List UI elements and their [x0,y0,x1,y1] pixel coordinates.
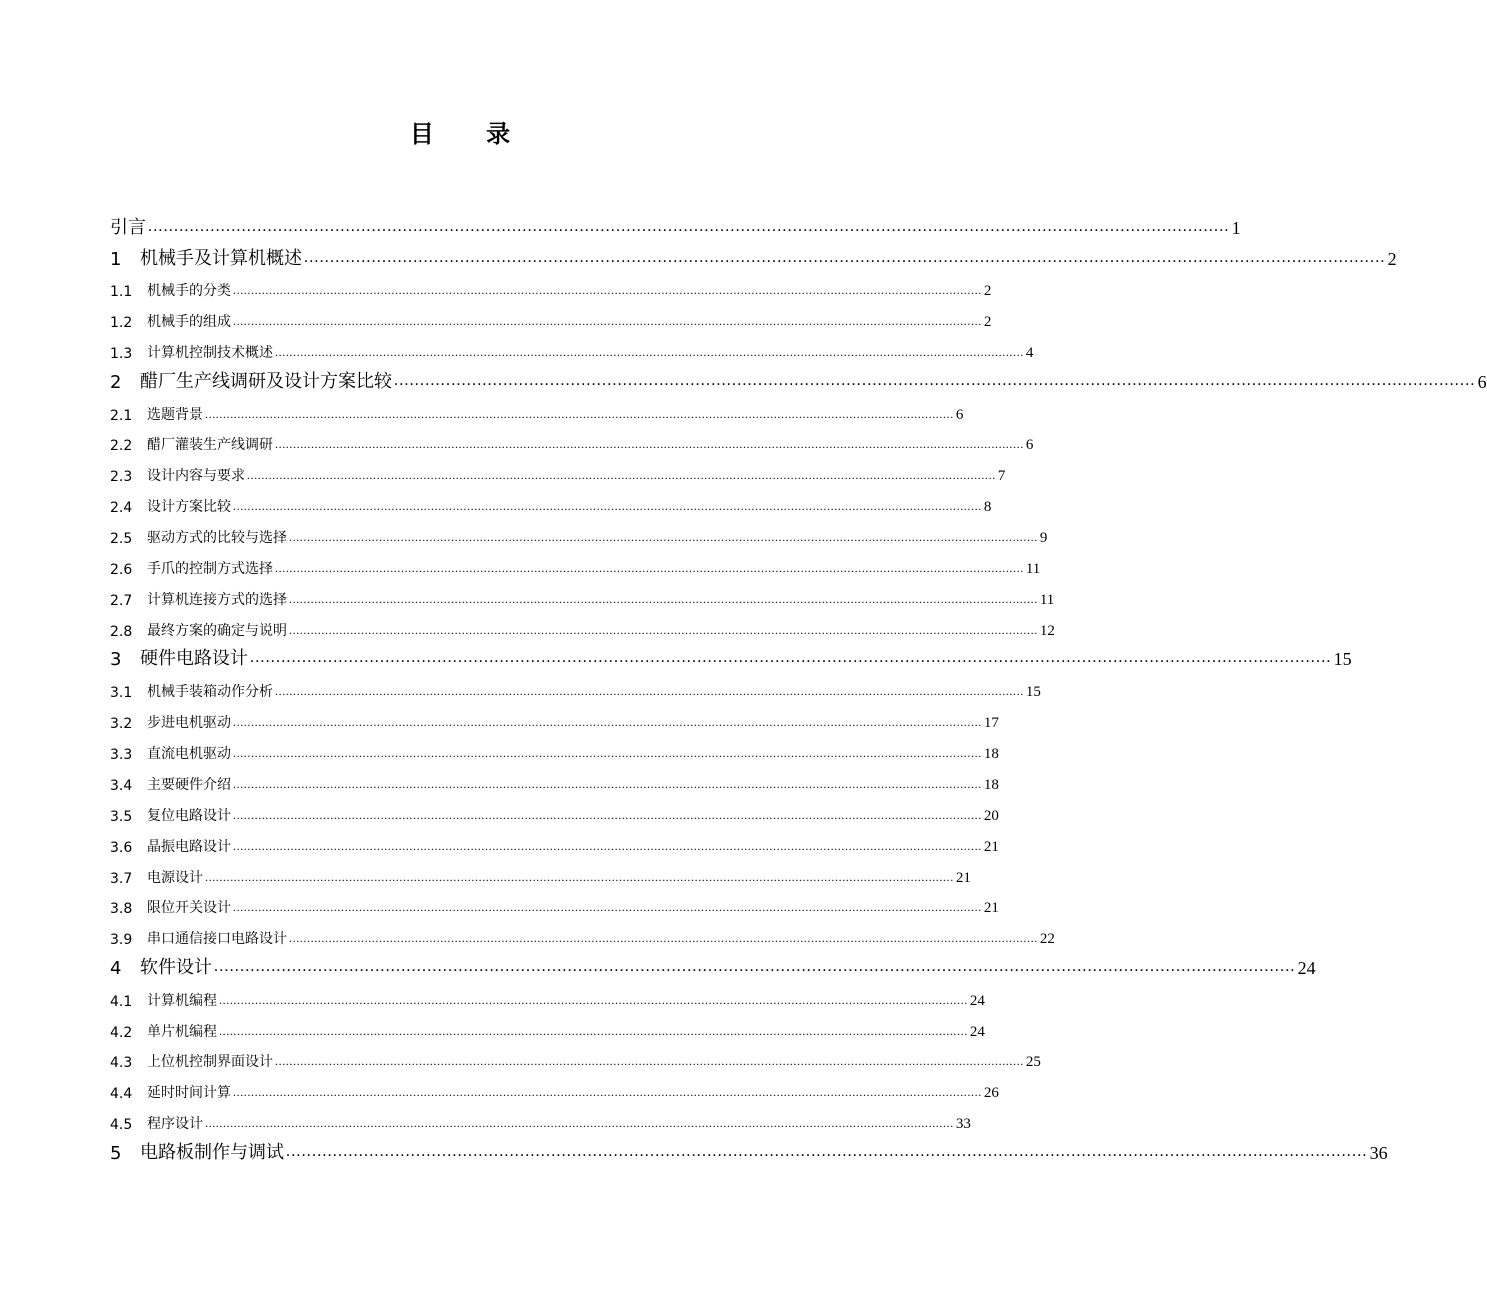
toc-dot-leader: ................................................................................................................................................................................................................ [289,591,1038,606]
toc-page-number: 9 [1039,530,1048,547]
toc-page-number: 1 [1231,218,1241,238]
toc-entry-number: 2.5 [110,531,133,548]
table-of-contents [110,210,1487,1164]
toc-entry-number: 4.5 [110,1117,133,1134]
toc-entry-number: 3.3 [110,746,133,763]
toc-page-number: 26 [983,1085,999,1102]
toc-dot-leader: ................................................................................................................................................................................................................ [233,499,982,514]
toc-dot-leader: ................................................................................................................................................................................................................ [289,530,1038,545]
toc-page-number: 22 [1039,931,1055,948]
toc-entry-title: 复位电路设计 [147,807,231,824]
toc-dot-leader: ................................................................................................................................................................................................................ [304,248,1386,266]
toc-dot-leader: ................................................................................................................................................................................................................ [233,900,982,915]
toc-entry[interactable] [110,578,1055,609]
toc-entry-title: 引言 [110,217,146,238]
toc-dot-leader: ................................................................................................................................................................................................................ [214,957,1296,975]
toc-entry[interactable] [110,331,1034,363]
toc-entry[interactable] [110,270,992,301]
toc-entry-number: 4.4 [110,1086,133,1103]
toc-entry[interactable] [110,917,1055,949]
toc-entry-title: 设计方案比较 [147,499,231,516]
toc-entry-number: 3.1 [110,685,133,702]
toc-entry[interactable] [110,454,1006,486]
toc-entry[interactable] [110,1041,1041,1072]
toc-entry-title: 晶振电路设计 [147,838,231,855]
toc-entry[interactable] [110,609,1055,640]
toc-entry-title: 手爪的控制方式选择 [147,561,273,578]
toc-entry-title: 主要硬件介绍 [147,776,231,793]
toc-dot-leader: ................................................................................................................................................................................................................ [275,684,1024,699]
toc-entry-number: 2.3 [110,469,133,486]
toc-entry[interactable] [110,300,992,332]
toc-entry[interactable] [110,794,999,825]
toc-dot-leader: ................................................................................................................................................................................................................ [233,283,982,298]
toc-entry-title: 选题背景 [147,406,203,423]
toc-dot-leader: ................................................................................................................................................................................................................ [394,371,1476,389]
toc-entry-title: 驱动方式的比较与选择 [147,530,287,547]
toc-dot-leader: ................................................................................................................................................................................................................ [219,992,968,1007]
toc-page-number: 21 [983,900,999,917]
toc-entry-title: 直流电机驱动 [147,745,231,762]
toc-page-number: 8 [983,499,992,516]
toc-entry-title: 步进电机驱动 [147,715,231,732]
toc-entry-title: 机械手的组成 [147,314,231,331]
toc-dot-leader: ................................................................................................................................................................................................................ [205,869,954,884]
toc-page-number: 24 [1297,957,1316,978]
toc-entry[interactable] [110,1102,971,1134]
toc-entry-number: 3.8 [110,901,133,918]
toc-entry-number: 1 [110,248,122,270]
toc-entry-title: 机械手及计算机概述 [140,247,302,269]
toc-entry[interactable] [110,424,1034,455]
toc-entry-number: 3.6 [110,839,133,856]
toc-page-number: 17 [983,715,999,732]
toc-dot-leader: ................................................................................................................................................................................................................ [233,776,982,791]
toc-page-number: 21 [983,838,999,855]
toc-entry-number: 5 [110,1142,122,1164]
toc-page-number: 4 [1025,345,1034,362]
toc-dot-leader: ................................................................................................................................................................................................................ [233,1085,982,1100]
toc-entry-title: 延时时间计算 [147,1085,231,1102]
toc-entry-number: 3.5 [110,808,133,825]
toc-page-number: 25 [1025,1054,1041,1071]
toc-entry[interactable] [110,701,999,733]
toc-entry-number: 4.1 [110,993,133,1010]
toc-entry-title: 计算机连接方式的选择 [147,591,287,608]
toc-page-number: 24 [969,992,985,1009]
toc-entry-number: 4.3 [110,1055,133,1072]
toc-entry[interactable] [110,485,992,517]
toc-entry[interactable] [110,1133,1388,1164]
page-title: 目 录 [409,120,533,148]
toc-entry[interactable] [110,732,999,763]
toc-page-number: 33 [955,1116,971,1133]
toc-entry[interactable] [110,362,1487,393]
toc-entry-number: 2.2 [110,438,133,455]
toc-page-number: 6 [955,406,964,423]
toc-entry-title: 硬件电路设计 [140,648,248,670]
toc-dot-leader: ................................................................................................................................................................................................................ [233,838,982,853]
toc-dot-leader: ................................................................................................................................................................................................................ [148,218,1230,235]
toc-dot-leader: ................................................................................................................................................................................................................ [275,345,1024,360]
toc-entry-number: 3.2 [110,716,133,733]
toc-dot-leader: ................................................................................................................................................................................................................ [275,1054,1024,1069]
toc-entry[interactable] [110,948,1316,979]
toc-entry-number: 4.2 [110,1024,133,1041]
toc-entry-title: 醋厂生产线调研及设计方案比较 [140,370,392,392]
toc-entry[interactable] [110,887,999,918]
toc-page-number: 2 [983,314,992,331]
toc-entry-title: 程序设计 [147,1116,203,1133]
toc-entry-number: 1.1 [110,284,133,301]
toc-entry-title: 计算机编程 [147,992,217,1009]
toc-page-number: 18 [983,745,999,762]
toc-entry[interactable] [110,1071,999,1103]
toc-page-number: 18 [983,776,999,793]
toc-entry-title: 机械手的分类 [147,283,231,300]
toc-dot-leader: ................................................................................................................................................................................................................ [205,406,954,421]
toc-entry-number: 2.6 [110,562,133,579]
toc-dot-leader: ................................................................................................................................................................................................................ [233,745,982,760]
toc-entry-title: 电源设计 [147,869,203,886]
toc-entry-title: 电路板制作与调试 [140,1141,284,1163]
toc-page-number: 12 [1039,622,1055,639]
toc-entry-number: 1.2 [110,315,133,332]
toc-entry-number: 2.8 [110,623,133,640]
toc-entry[interactable] [110,393,964,424]
toc-page-number: 7 [997,468,1006,485]
toc-entry-number: 2.4 [110,500,133,517]
toc-entry-title: 单片机编程 [147,1023,217,1040]
toc-dot-leader: ................................................................................................................................................................................................................ [233,807,982,822]
toc-page-number: 20 [983,807,999,824]
toc-dot-leader: ................................................................................................................................................................................................................ [289,931,1038,946]
toc-entry[interactable] [110,856,971,887]
toc-entry-title: 机械手装箱动作分析 [147,684,273,701]
toc-entry-title: 最终方案的确定与说明 [147,622,287,639]
toc-entry-number: 4 [110,957,122,979]
toc-entry[interactable] [110,516,1048,548]
toc-entry[interactable] [110,210,1241,239]
toc-page-number: 21 [955,869,971,886]
toc-entry[interactable] [110,979,985,1010]
toc-entry-number: 3.4 [110,777,133,794]
toc-entry[interactable] [110,1010,985,1041]
toc-page-number: 11 [1039,591,1055,608]
toc-dot-leader: ................................................................................................................................................................................................................ [275,437,1024,452]
toc-entry-title: 设计内容与要求 [147,468,245,485]
toc-entry[interactable] [110,547,1041,579]
toc-page-number: 15 [1025,684,1041,701]
toc-entry-title: 计算机控制技术概述 [147,345,273,362]
toc-page-number: 36 [1369,1142,1388,1163]
toc-dot-leader: ................................................................................................................................................................................................................ [247,468,996,483]
toc-entry-title: 串口通信接口电路设计 [147,931,287,948]
toc-page-number: 2 [1387,248,1397,269]
toc-dot-leader: ................................................................................................................................................................................................................ [275,561,1024,576]
toc-page-number: 15 [1333,649,1352,670]
toc-entry-number: 2 [110,371,122,393]
toc-entry-title: 软件设计 [140,956,212,978]
toc-entry-number: 3 [110,649,122,671]
toc-entry-title: 限位开关设计 [147,900,231,917]
toc-entry[interactable] [110,763,999,794]
toc-dot-leader: ................................................................................................................................................................................................................ [219,1023,968,1038]
toc-dot-leader: ................................................................................................................................................................................................................ [233,314,982,329]
toc-dot-leader: ................................................................................................................................................................................................................ [289,622,1038,637]
toc-entry-number: 2.1 [110,407,133,424]
toc-entry-number: 3.7 [110,870,133,887]
toc-page-number: 11 [1025,561,1041,578]
toc-entry-title: 醋厂灌装生产线调研 [147,437,273,454]
toc-dot-leader: ................................................................................................................................................................................................................ [286,1142,1368,1160]
toc-page-number: 6 [1025,437,1034,454]
toc-page-number: 2 [983,283,992,300]
toc-dot-leader: ................................................................................................................................................................................................................ [250,649,1332,667]
toc-entry-title: 上位机控制界面设计 [147,1054,273,1071]
toc-page-number: 24 [969,1023,985,1040]
toc-entry[interactable] [110,825,999,856]
toc-dot-leader: ................................................................................................................................................................................................................ [233,715,982,730]
toc-entry[interactable] [110,670,1041,702]
toc-dot-leader: ................................................................................................................................................................................................................ [205,1116,954,1131]
toc-entry-number: 1.3 [110,346,133,363]
toc-page-number: 6 [1477,371,1487,392]
toc-entry[interactable] [110,640,1352,671]
toc-entry[interactable] [110,239,1397,270]
toc-entry-number: 2.7 [110,592,133,609]
toc-entry-number: 3.9 [110,932,133,949]
